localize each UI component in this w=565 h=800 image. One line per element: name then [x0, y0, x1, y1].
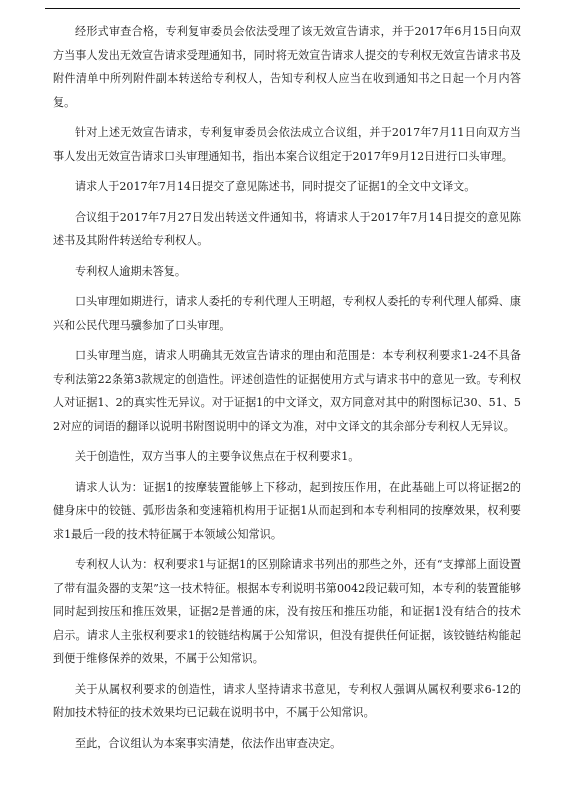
paragraph-acceptance: 经形式审查合格，专利复审委员会依法受理了该无效宣告请求，并于2017年6月15日向双方当事人发出无效宣告请求受理通知书，同时将无效宣告请求人提交的专利权无效宣告请求书及附件清单中所列附件副本转送给专利权人，告知专利权人应当在收到通知书之日起一个月内答复。 [53, 25, 521, 109]
paragraph-dispute-focus: 关于创造性，双方当事人的主要争议焦点在于权利要求1。 [75, 450, 360, 463]
paragraph-oral-hearing: 口头审理如期进行，请求人委托的专利代理人王明超，专利权人委托的专利代理人郁舜、康兴和公民代理马骥参加了口头审理。 [53, 295, 521, 332]
paragraph-no-reply: 专利权人逾期未答复。 [75, 264, 186, 278]
paragraph-conclusion: 至此，合议组认为本案事实清楚，依法作出审查决定。 [75, 736, 342, 750]
paragraph-dependent-claims: 关于从属权利要求的创造性，请求人坚持请求书意见，专利权人强调从属权利要求6-12的附加技术特征的技术效果均已记载在说明书中，不属于公知常识。 [53, 682, 521, 719]
paragraph-hearing-scope: 口头审理当庭，请求人明确其无效宣告请求的理由和范围是：本专利权利要求1-24不具备专利法第22条第3款规定的创造性。评述创造性的证据使用方式与请求书中的意见一致。专利权人对证据1、2的真实性无异议。对于证据1的中文译文，双方同意对其中的附图标记30、51、52对应的词语的翻译以说明书附图说明中的译文为准，对中文译文的其余部分专利权人无异议。 [53, 349, 521, 433]
paragraph-requester-opinion: 请求人认为：证据1的按摩装置能够上下移动，起到按压作用，在此基础上可以将证据2的健身床中的铰链、弧形齿条和变速箱机构用于证据1从而起到和本专利相同的按摩效果，权利要求1最后一段的技术特征属于本领域公知常识。 [53, 480, 521, 541]
paragraph-panel-formed: 针对上述无效宣告请求，专利复审委员会依法成立合议组，并于2017年7月11日向双方当事人发出无效宣告请求口头审理通知书，指出本案合议组定于2017年9月12日进行口头审理。 [53, 126, 521, 163]
paragraph-patentee-opinion: 专利权人认为：权利要求1与证据1的区别除请求书列出的那些之外，还有“支撑部上面设置了带有温灸器的支架”这一技术特征。根据本专利说明书第0042段记载可知，本专利的装置能够同时起到按压和推压效果，证据2是普通的床，没有按压和推压功能，和证据1没有结合的技术启示。请求人主张权利要求1的铰链结构属于公知常识，但没有提供任何证据，该铰链结构能起到便于维修保养的效果，不属于公知常识。 [53, 558, 521, 665]
paragraph-transfer-notice: 合议组于2017年7月27日发出转送文件通知书，将请求人于2017年7月14日提交的意见陈述书及其附件转送给专利权人。 [53, 210, 521, 247]
paragraph-requester-statement: 请求人于2017年7月14日提交了意见陈述书，同时提交了证据1的全文中文译文。 [75, 180, 476, 193]
document-body [53, 20, 521, 762]
header-rule [45, 8, 520, 9]
